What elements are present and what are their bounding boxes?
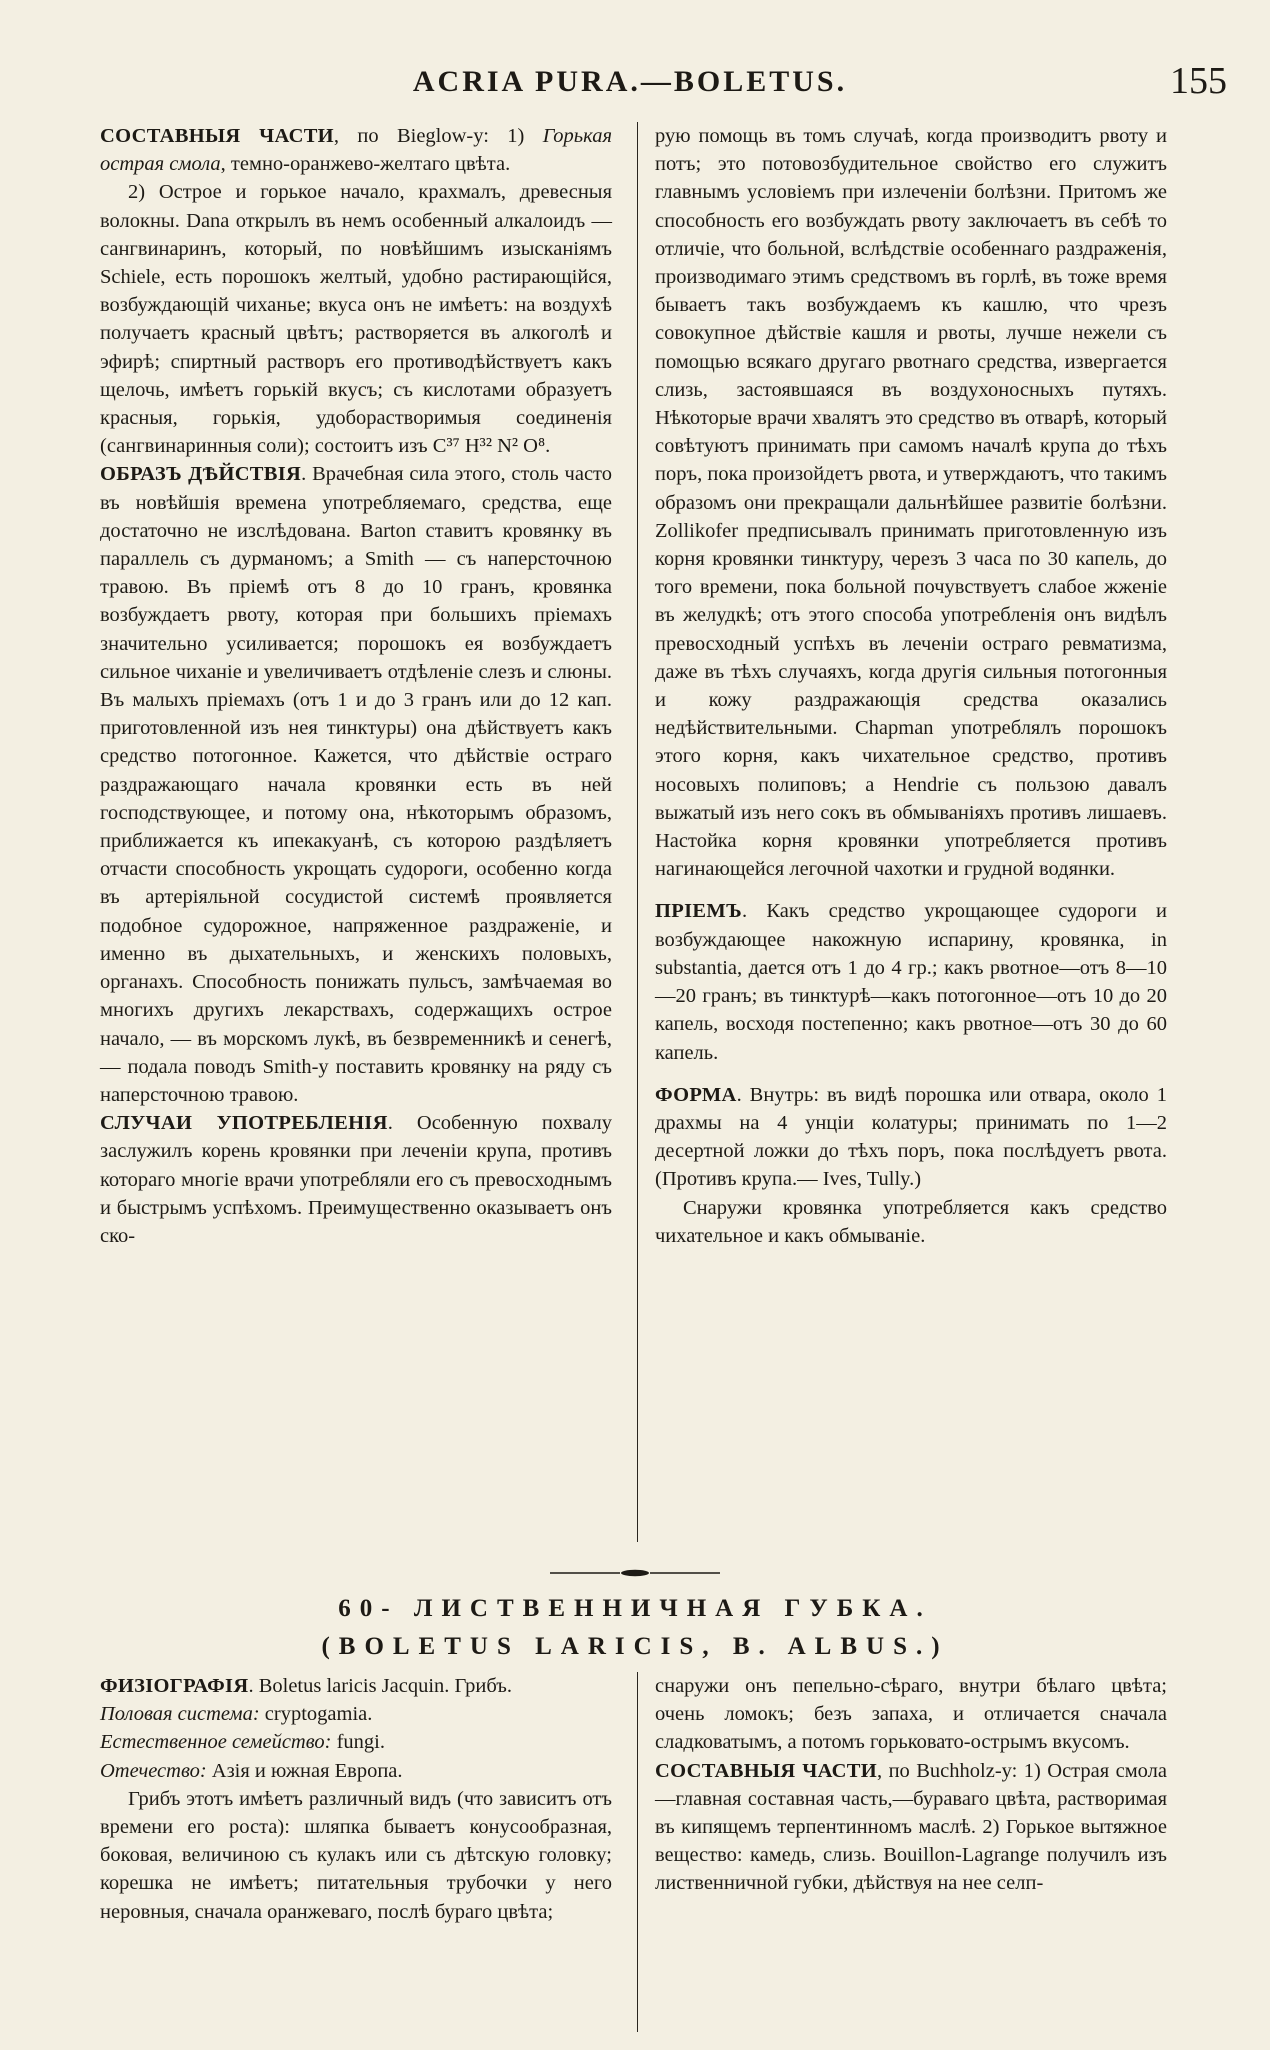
heading-form: ФОРМА bbox=[655, 1083, 737, 1106]
heading-usage: СЛУЧАИ УПОТРЕБЛЕНІЯ bbox=[100, 1112, 388, 1135]
paragraph-dose: ПРІЕМЪ. Какъ средство укрощающее судороги и возбуждающее накожную испарину, кровянка, in substantia, дается отъ 1 до 4 гр.; какъ рвотное—отъ 8—10—20 гранъ; въ тинктурѣ—какъ потогонное—отъ 10 до 20 капель, восходя постепенно; какъ рвотное—отъ 30 до 60 капель. bbox=[655, 900, 1167, 1064]
page-number: 155 bbox=[1170, 60, 1227, 102]
section-title: 60- ЛИСТВЕННИЧНАЯ ГУБКА. bbox=[338, 1595, 932, 1622]
heading-physiography: ФИЗІОГРАФІЯ bbox=[100, 1675, 249, 1697]
paragraph-usage: СЛУЧАИ УПОТРЕБЛЕНІЯ. Особенную похвалу заслужилъ корень кровянки при леченіи крупа, противъ котораго многіе врачи употребляли его съ превосходнымъ и быстрымъ успѣхомъ. Преимущественно оказываетъ онъ ско- bbox=[100, 1112, 612, 1247]
paragraph-description-cont: снаружи онъ пепельно-сѣраго, внутри бѣлаго цвѣта; очень ломокъ; безъ запаха, и отличается сначала сладковатымъ, а потомъ горьковато-острымъ вкусомъ. bbox=[655, 1675, 1167, 1754]
paragraph-form: ФОРМА. Внутрь: въ видѣ порошка или отвара, около 1 драхмы на 4 унціи колатуры; принимать по 1—2 десертной ложки до тѣхъ поръ, пока послѣдуетъ рвота. (Противъ крупа.— Ives, Tully.) bbox=[655, 1083, 1167, 1191]
running-head bbox=[0, 55, 1270, 105]
lower-right-column bbox=[655, 1672, 1167, 1898]
paragraph-external: Снаружи кровянка употребляется какъ средство чихательное и какъ обмываніе. bbox=[655, 1196, 1167, 1247]
line-natural-family: Естественное семейство: fungi. bbox=[100, 1731, 385, 1754]
heading-action: ОБРАЗЪ ДѢЙСТВІЯ bbox=[100, 463, 302, 486]
paragraph-sanguinarine: 2) Острое и горькое начало, крахмалъ, древесныя волокны. Dana открылъ въ немъ особенный алкалоидъ — сангвинаринъ, который, по новѣйшимъ изысканіямъ Schiele, есть порошокъ желтый, удобно растирающійся, возбуждающій чиханье; вкуса онъ не имѣетъ: на воздухѣ получаетъ красный цвѣтъ; растворяется въ алкоголѣ и эфирѣ; спиртный растворъ его противодѣйствуетъ какъ щелочь, имѣетъ горькій вкусъ; съ кислотами образуетъ красныя, горькія, удоборастворимыя соединенія (сангвинаринныя соли); состоитъ изъ C³⁷ H³² N² O⁸. bbox=[100, 181, 612, 458]
section-subtitle: (BOLETUS LARICIS, B. ALBUS.) bbox=[321, 1633, 949, 1660]
paragraph-composition-boletus: СОСТАВНЫЯ ЧАСТИ, по Buchholz-у: 1) Острая смола—главная составная часть,—бураваго цвѣта, растворимая въ кипящемъ терпентинномъ маслѣ. 2) Горькое вытяжное вещество: камедь, слизь. Bouillon-Lagrange получилъ изъ лиственничной губки, дѣйствуя на нее селп- bbox=[655, 1759, 1167, 1895]
column-divider-lower bbox=[637, 1672, 638, 2032]
heading-composition-boletus: СОСТАВНЫЯ ЧАСТИ bbox=[655, 1759, 878, 1782]
running-head-title: ACRIA PURA.—BOLETUS. bbox=[412, 65, 848, 98]
section-divider-ornament bbox=[550, 1568, 720, 1578]
lower-left-column bbox=[100, 1672, 612, 1926]
paragraph-continuation: рую помощь въ томъ случаѣ, когда производитъ рвоту и потъ; это потовозбудительное свойство его служитъ главнымъ условіемъ при излеченіи болѣзни. Притомъ же способность его возбуждать рвоту заключаетъ въ себѣ то отличіе, что больной, вслѣдствіе особеннаго раздраженія, производимаго этимъ средствомъ въ горлѣ, въ тоже время бываетъ такъ возбуждаемъ къ кашлю, что чрезъ совокупное дѣйствіе кашля и рвоты, лучше нежели съ помощью всякаго другаго рвотнаго средства, извергается слизь, застоявшаяся въ воздухоносныхъ путяхъ. Нѣкоторые врачи хвалятъ это средство въ отварѣ, который совѣтуютъ принимать при самомъ началѣ крупа до тѣхъ поръ, пока произойдетъ рвота, и утверждаютъ, что такимъ образомъ они прекращали дальнѣйшее развитіе болѣзни. Zollikofer предписывалъ принимать приготовленную изъ корня кровянки тинктуру, черезъ 3 часа по 30 капель, до того времени, пока больной почувствуетъ слабое жженіе въ желудкѣ; отъ этого способа употребленія онъ видѣлъ превосходный успѣхъ въ леченіи остраго ревматизма, даже въ тѣхъ случаяхъ, когда другія сильныя потогонныя и кожу раздражающія средства оказались недѣйствительными. Chapman употреблялъ порошокъ этого корня, какъ чихательное средство, противъ носовыхъ полиповъ; а Hendrie съ пользою давалъ выжатый изъ него сокъ въ обмываніяхъ противъ лишаевъ. Настойка корня кровянки употребляется противъ нагинающейся легочной чахотки и грудной водянки. bbox=[655, 125, 1167, 881]
paragraph-composition: СОСТАВНЫЯ ЧАСТИ, по Bieglow-у: 1) Горькая острая смола, темно-оранжево-желтаго цвѣта. bbox=[100, 125, 612, 176]
paragraph-description: Грибъ этотъ имѣетъ различный видъ (что зависитъ отъ времени его роста): шляпка бываетъ конусообразная, боковая, величиною съ кулакъ или съ дѣтскую головку; корешка не имѣетъ; питательныя трубочки у него неровныя, сначала оранжеваго, послѣ бураго цвѣта; bbox=[100, 1787, 612, 1923]
heading-composition: СОСТАВНЫЯ ЧАСТИ bbox=[100, 125, 334, 147]
paragraph-action: ОБРАЗЪ ДѢЙСТВІЯ. Врачебная сила этого, столь часто въ новѣйшія времена употребляемаго, средства, еще достаточно не изслѣдована. Barton ставитъ кровянку въ параллель съ дурманомъ; а Smith — съ наперсточною травою. Въ пріемѣ отъ 8 до 10 гранъ, кровянка возбуждаетъ рвоту, которая при большихъ пріемахъ значительно усиливается; порошокъ ея возбуждаетъ сильное чиханіе и увеличиваетъ отдѣленіе слезъ и слюны. Въ малыхъ пріемахъ (отъ 1 и до 3 гранъ или до 12 кап. приготовленной изъ нея тинктуры) она дѣйствуетъ какъ средство потогонное. Кажется, что дѣйствіе остраго раздражающаго начала кровянки есть въ ней господствующее, и потому она, нѣкоторымъ образомъ, приближается къ ипекакуанѣ, съ которою раздѣляетъ отчасти способность укрощать судороги, особенно когда въ артеріяльной сосудистой системѣ проявляется подобное судорожное, напряженное раздраженіе, и именно въ дыхательныхъ, и женскихъ половыхъ, органахъ. Способность понижать пульсъ, замѣчаемая во многихъ другихъ лекарствахъ, содержащихъ острое начало, — въ морскомъ лукѣ, въ безвременникѣ и сенегѣ,— подала поводъ Smith-у поставить кровянку на ряду съ наперсточною травою. bbox=[100, 463, 612, 1106]
left-column bbox=[100, 122, 612, 1250]
line-sexual-system: Половая система: cryptogamia. bbox=[100, 1703, 373, 1726]
paragraph-physiography: ФИЗІОГРАФІЯ. Boletus laricis Jacquin. Грибъ. bbox=[100, 1675, 512, 1697]
right-column bbox=[655, 122, 1167, 1250]
column-divider-upper bbox=[637, 122, 638, 1542]
line-homeland: Отечество: Азія и южная Европа. bbox=[100, 1759, 403, 1782]
heading-dose: ПРІЕМЪ bbox=[655, 900, 742, 923]
